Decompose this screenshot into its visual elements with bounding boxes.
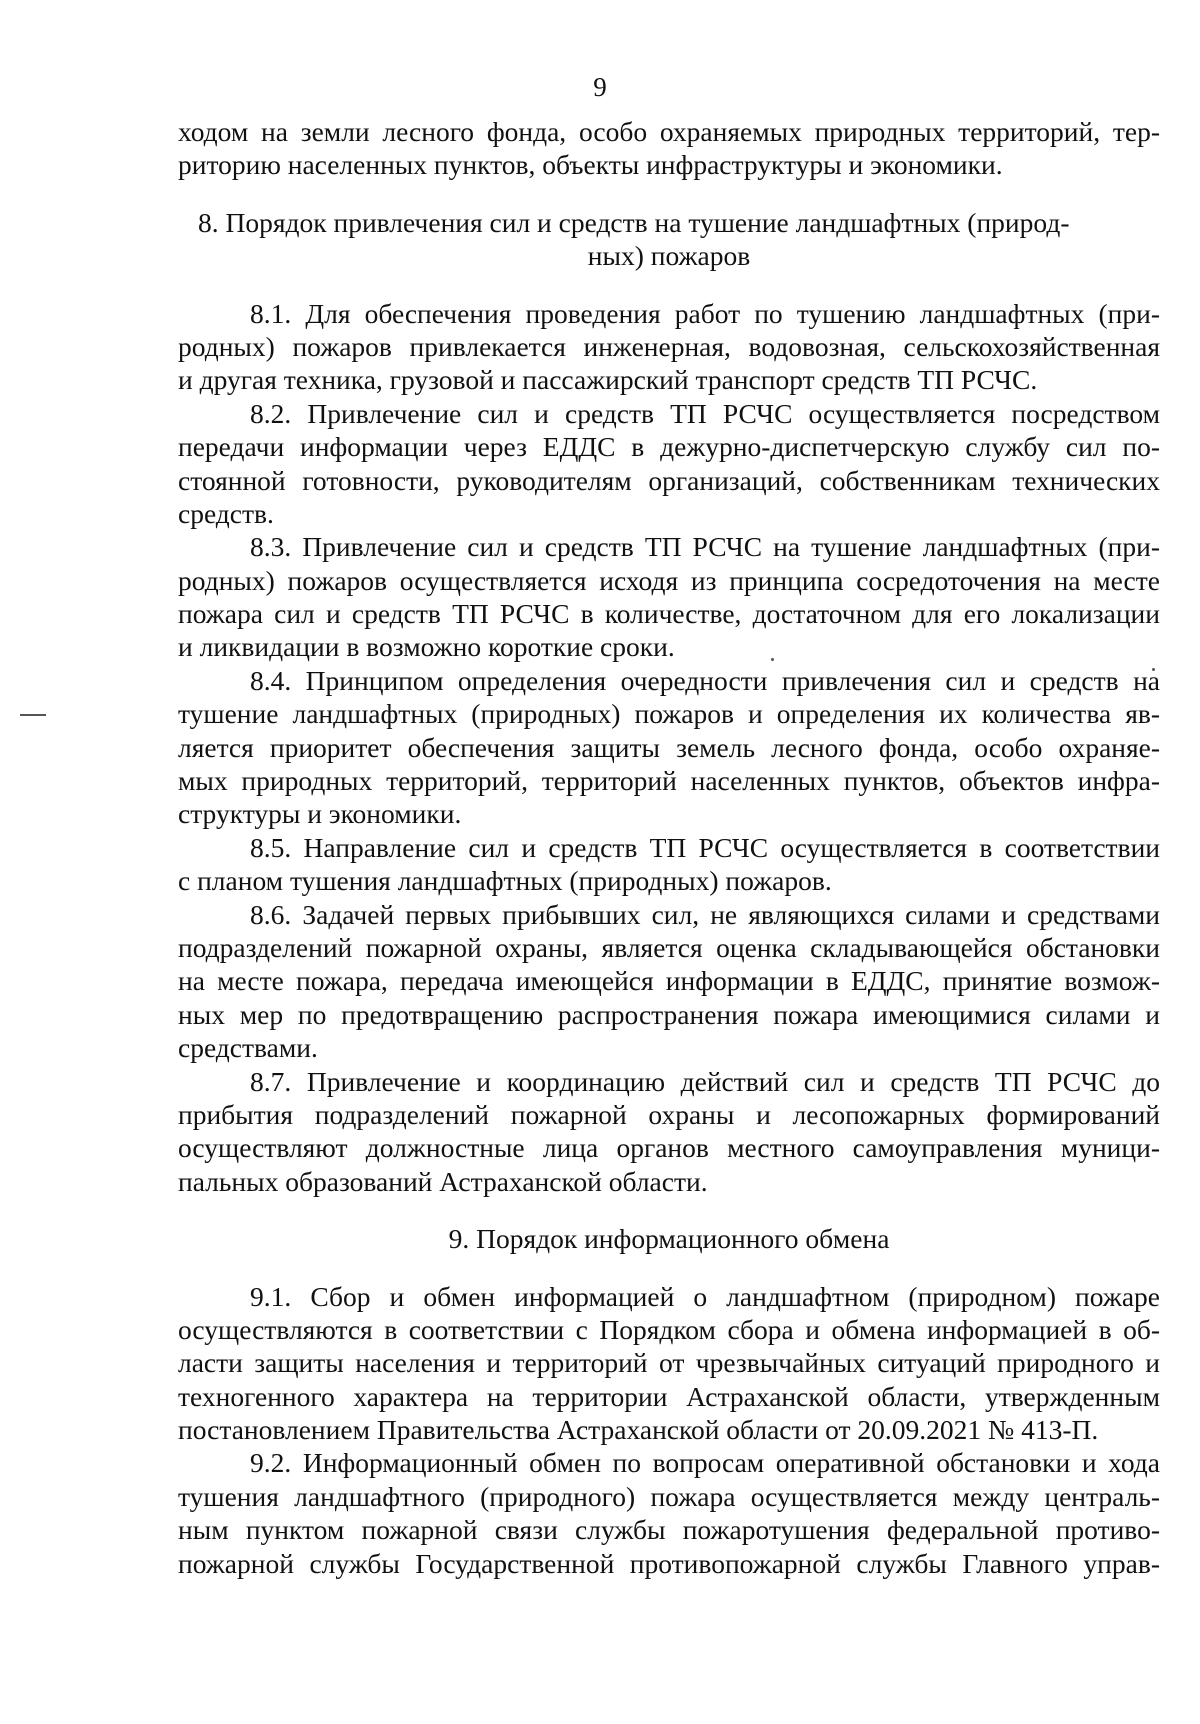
paragraph-9-1 bbox=[178, 1280, 1160, 1447]
text-line: 9.2. Информационный обмен по вопросам оперативной обстановки и хода bbox=[250, 1447, 1160, 1479]
text-line: передачи информации через ЕДДС в дежурно-диспетчерскую службу сил по- bbox=[178, 431, 1160, 463]
paragraph-8-1 bbox=[178, 297, 1160, 397]
text-line: 8.6. Задачей первых прибывших сил, не являющихся силами и средствами bbox=[250, 898, 1160, 930]
paragraph-9-2 bbox=[178, 1446, 1160, 1580]
intro-paragraph bbox=[178, 115, 1160, 182]
text-line: ным пунктом пожарной связи службы пожаротушения федеральной противо- bbox=[178, 1514, 1160, 1546]
text-line: средствами. bbox=[178, 1032, 318, 1064]
text-line: 8.5. Направление сил и средств ТП РСЧС осуществляется в соответствии bbox=[250, 831, 1160, 863]
text-line: ходом на земли лесного фонда, особо охраняемых природных территорий, тер- bbox=[178, 116, 1160, 147]
page-number: 9 bbox=[593, 72, 607, 102]
text-line: ляется приоритет обеспечения защиты земель лесного фонда, особо охраняе- bbox=[178, 731, 1160, 763]
text-line: стоянной готовности, руководителям организаций, собственникам технических bbox=[178, 464, 1160, 496]
text-line: прибытия подразделений пожарной охраны и лесопожарных формирований bbox=[178, 1098, 1160, 1130]
text-line: техногенного характера на территории Астраханской области, утвержденным bbox=[178, 1380, 1160, 1412]
text-line: тушения ландшафтного (природного) пожара осуществляется между централь- bbox=[178, 1480, 1160, 1512]
paragraph-8-5 bbox=[178, 831, 1160, 898]
text-line: пожара сил и средств ТП РСЧС в количестве, достаточном для его локализации bbox=[178, 598, 1160, 630]
section-9-heading bbox=[178, 1222, 1160, 1255]
text-line: ных мер по предотвращению распространения пожара имеющимися силами и bbox=[178, 998, 1160, 1030]
paragraph-8-2 bbox=[178, 397, 1160, 531]
text-line: подразделений пожарной охраны, является оценка складывающейся обстановки bbox=[178, 931, 1160, 963]
text-line: и ликвидации в возможно короткие сроки. bbox=[178, 631, 675, 663]
text-line: пожарной службы Государственной противопожарной службы Главного управ- bbox=[178, 1547, 1160, 1579]
text-line: риторию населенных пунктов, объекты инфраструктуры и экономики. bbox=[178, 149, 1003, 181]
text-line: мых природных территорий, территорий населенных пунктов, объектов инфра- bbox=[178, 765, 1160, 797]
text-line: тушение ландшафтных (природных) пожаров и определения их количества яв- bbox=[178, 698, 1160, 730]
document-body bbox=[178, 115, 1160, 1580]
text-line: средств. bbox=[178, 497, 274, 529]
text-line: пальных образований Астраханской области. bbox=[178, 1165, 708, 1197]
text-line: 8.1. Для обеспечения проведения работ по тушению ландшафтных (при- bbox=[250, 297, 1160, 329]
text-line: постановлением Правительства Астраханской области от 20.09.2021 № 413-П. bbox=[178, 1414, 1099, 1446]
paragraph-8-7 bbox=[178, 1065, 1160, 1199]
heading-line: 8. Порядок привлечения сил и средств на тушение ландшафтных (природ- bbox=[198, 206, 1070, 238]
text-line: осуществляют должностные лица органов местного самоуправления муници- bbox=[178, 1132, 1160, 1164]
text-line: с планом тушения ландшафтных (природных) пожаров. bbox=[178, 865, 832, 897]
paragraph-8-4 bbox=[178, 664, 1160, 831]
text-line: осуществляются в соответствии с Порядком сбора и обмена информацией в об- bbox=[178, 1313, 1160, 1345]
heading-line: ных) пожаров bbox=[587, 240, 751, 272]
text-line: родных) пожаров привлекается инженерная, водовозная, сельскохозяйственная bbox=[178, 330, 1160, 362]
text-line: структуры и экономики. bbox=[178, 798, 462, 830]
text-line: родных) пожаров осуществляется исходя из принципа сосредоточения на месте bbox=[178, 564, 1160, 596]
heading-line: 9. Порядок информационного обмена bbox=[448, 1223, 890, 1255]
paragraph-8-3 bbox=[178, 530, 1160, 664]
text-line: 9.1. Сбор и обмен информацией о ландшафтном (природном) пожаре bbox=[250, 1280, 1160, 1312]
text-line: 8.3. Привлечение сил и средств ТП РСЧС на тушение ландшафтных (при- bbox=[250, 531, 1160, 563]
text-line: ласти защиты населения и территорий от чрезвычайных ситуаций природного и bbox=[178, 1347, 1160, 1379]
text-line: 8.4. Принципом определения очередности привлечения сил и средств на bbox=[250, 664, 1160, 696]
paragraph-8-6 bbox=[178, 898, 1160, 1065]
section-8-heading bbox=[178, 206, 1160, 273]
scan-margin-mark bbox=[20, 714, 46, 716]
text-line: на месте пожара, передача имеющейся информации в ЕДДС, принятие возмож- bbox=[178, 965, 1160, 997]
text-line: и другая техника, грузовой и пассажирский транспорт средств ТП РСЧС. bbox=[178, 364, 1038, 396]
text-line: 8.7. Привлечение и координацию действий сил и средств ТП РСЧС до bbox=[250, 1065, 1160, 1097]
text-line: 8.2. Привлечение сил и средств ТП РСЧС осуществляется посредством bbox=[250, 397, 1160, 429]
